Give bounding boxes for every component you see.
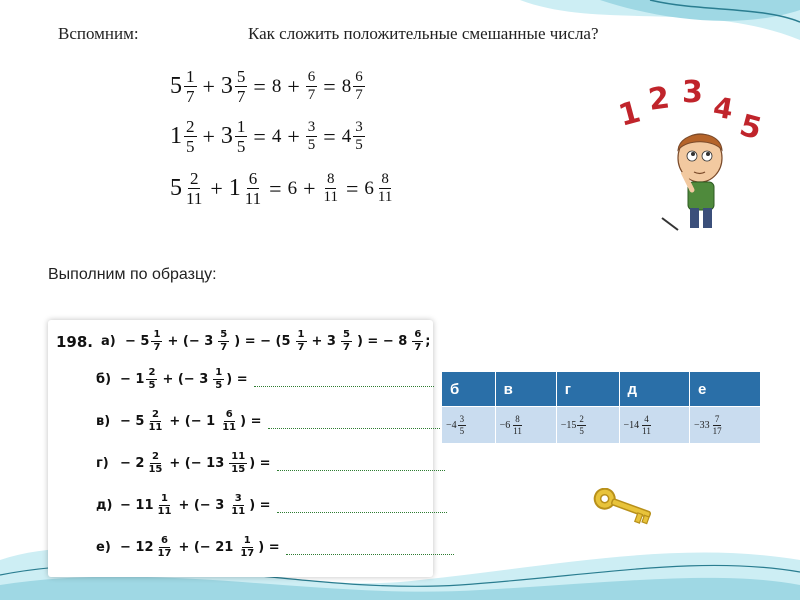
task-e: е) − 12 $\frac{6}{17}$ + (− 21 $\frac{1}{17}$ ) = — [96, 536, 454, 559]
task-d: д) − 11 $\frac{1}{11}$ + (− 3 $\frac{3}{11}$ ) = — [96, 494, 447, 517]
answer-cell-d: −14 $\frac{4}{11}$ — [619, 407, 689, 444]
golden-key-icon[interactable] — [588, 488, 660, 532]
example-equation-2: 1 $\frac{2}{5}$ + 3 $\frac{1}{5}$ = 4 + $\frac{3}{5}$ = 4 $\frac{3}{5}$ — [170, 117, 363, 156]
example-equation-1: 5 $\frac{1}{7}$ + 3 $\frac{5}{7}$ = 8 + $\frac{6}{7}$ = 8 $\frac{6}{7}$ — [170, 67, 363, 106]
answer-cell-e: −33 $\frac{7}{17}$ — [689, 407, 760, 444]
task-v: в) − 5 $\frac{2}{11}$ + (− 1 $\frac{6}{11}$ ) = — [96, 410, 448, 433]
answer-header-b: б — [442, 372, 496, 407]
exercise-panel — [48, 320, 433, 577]
recall-heading: Вспомним: — [58, 24, 139, 43]
thinking-boy-illustration — [592, 78, 772, 234]
digit-3: 3 — [682, 78, 703, 110]
answers-value-row — [442, 407, 761, 444]
answer-header-d: д — [619, 372, 689, 407]
digit-2: 2 — [646, 80, 672, 118]
instruction-text: Выполним по образцу: — [48, 266, 217, 283]
answer-line[interactable] — [286, 554, 454, 555]
answer-header-v: в — [495, 372, 556, 407]
answer-line[interactable] — [277, 470, 445, 471]
answer-cell-v: −6 $\frac{8}{11}$ — [495, 407, 556, 444]
answer-cell-b: −4 $\frac{3}{5}$ — [442, 407, 496, 444]
question-heading: Как сложить положительные смешанные числа? — [248, 24, 599, 43]
answer-line[interactable] — [254, 386, 434, 387]
answer-line[interactable] — [277, 512, 447, 513]
digit-1: 1 — [615, 94, 645, 134]
answer-header-g: г — [556, 372, 619, 407]
task-g: г) − 2 $\frac{2}{15}$ + (− 13 $\frac{11}{15}$ ) = — [96, 452, 445, 475]
digit-5: 5 — [735, 107, 766, 148]
answer-header-e: е — [689, 372, 760, 407]
example-equation-3: 5 $\frac{2}{11}$ + 1 $\frac{6}{11}$ = 6 + $\frac{8}{11}$ = 6 $\frac{8}{11}$ — [170, 169, 393, 208]
exercise-number: 198. — [56, 332, 94, 351]
answers-table — [441, 371, 761, 444]
answer-line[interactable] — [268, 428, 448, 429]
answer-cell-g: −15 $\frac{2}{5}$ — [556, 407, 619, 444]
digit-4: 4 — [710, 90, 736, 127]
answers-header-row — [442, 372, 761, 407]
task-a: 198. а) − 5 $\frac{1}{7}$ + (− 3 $\frac{5}{7}$ ) = − (5 $\frac{1}{7}$ + 3 $\frac{5}{7}$ ) = − 8 $\frac{6}{7}$ ; — [56, 329, 431, 353]
task-b: б) − 1 $\frac{2}{5}$ + (− 3 $\frac{1}{5}$ ) = — [96, 368, 434, 391]
